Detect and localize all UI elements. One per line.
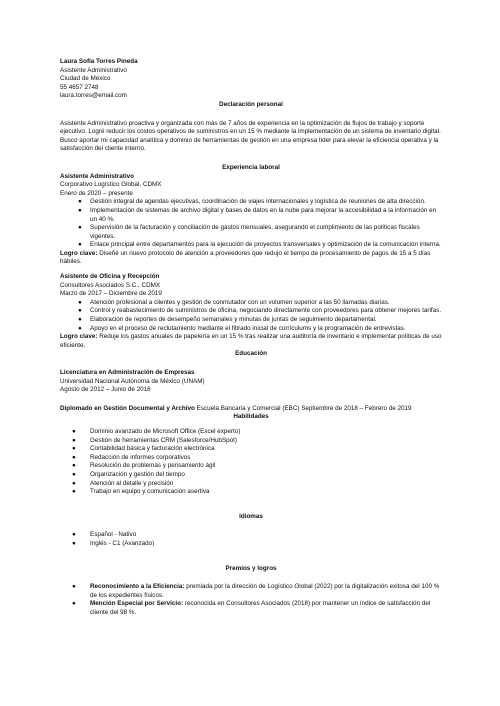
bullet-icon: ● <box>78 324 82 332</box>
list-item: ● Atención profesional a clientes y gestión de conmutador con un volumen superior a las 50 llamadas diarias. <box>78 298 390 306</box>
bullet-icon: ● <box>72 531 76 539</box>
degree-dates: Agosto de 2012 – Junio de 2016 <box>60 386 151 394</box>
languages-heading: Idiomas <box>239 512 263 520</box>
job-bullets <box>60 198 442 250</box>
bullet-icon: ● <box>72 453 76 461</box>
skills-list <box>60 428 442 497</box>
languages-list <box>60 531 442 548</box>
list-item: ● Inglés - C1 (Avanzado) <box>72 539 155 547</box>
bullet-icon: ● <box>72 488 76 496</box>
bullet-icon: ● <box>72 479 76 487</box>
list-item: ● Mención Especial por Servicio: reconocida en Consultores Asociados (2018) por mantener un índice de satisfacción del cliente del 98 %. <box>72 600 431 616</box>
list-item: ● Apoyo en el proceso de reclutamiento mediante el filtrado inicial de currículums y la programación de entrevistas. <box>78 324 406 332</box>
bullet-icon: ● <box>78 307 82 315</box>
contact-block <box>60 58 442 101</box>
list-item: ● Enlace principal entre departamentos para la ejecución de proyectos transversales y optimización de la comunicación interna. <box>78 241 441 249</box>
bullet-icon: ● <box>72 470 76 478</box>
candidate-email: laura.torres@email.com <box>60 92 127 100</box>
list-item: ● Español - Nativo <box>72 531 137 539</box>
candidate-phone: 55 4657 2748 <box>60 83 99 91</box>
job-company: Consultores Asociados S.C., CDMX <box>60 281 161 289</box>
bullet-icon: ● <box>72 462 76 470</box>
job-key-achievement: Logro clave: Reduje los gastos anuales de papelería en un 15 % tras realizar una auditoría de inventario e implementar políticas de uso eficiente. <box>60 333 442 349</box>
list-item: ● Elaboración de reportes de desempeño semanales y minutas de juntas de seguimiento departamental. <box>78 316 377 324</box>
education-heading: Educación <box>235 350 267 358</box>
resume-content <box>60 58 442 617</box>
awards-list <box>60 583 442 617</box>
personal-heading: Declaración personal <box>219 100 283 108</box>
list-item: ● Reconocimiento a la Eficiencia: premiada por la dirección de Logístico Global (2022) por la digitalización exitosa del 100 % de los expedientes físicos. <box>72 583 440 599</box>
degree-title: Licenciatura en Administración de Empresas <box>60 369 195 376</box>
bullet-icon: ● <box>72 600 76 608</box>
job-company: Corporativo Logístico Global, CDMX <box>60 181 162 189</box>
awards-heading: Premios y logros <box>225 564 277 572</box>
list-item: ● Resolución de problemas y pensamiento ágil <box>72 462 216 470</box>
bullet-icon: ● <box>72 427 76 435</box>
diploma-line: Diplomado en Gestión Documental y Archivo Escuela Bancaria y Comercial (EBC) Septiembre de 2018 – Febrero de 2019 <box>60 404 412 412</box>
personal-statement: Asistente Administrativo proactiva y organizada con más de 7 años de experiencia en la optimización de flujos de trabajo y soporte ejecutivo. Logré reducir los costos operativos de suministros en un 15 % mediante la implementación de un sistema de inventario digital. Busco aportar mi capacidad analítica y dominio de herramientas de gestión en una empresa líder para elevar la eficiencia operativa y la satisfacción del cliente interno. <box>60 119 441 153</box>
experience-heading: Experiencia laboral <box>222 163 280 171</box>
job-bullets <box>60 299 442 333</box>
bullet-icon: ● <box>78 316 82 324</box>
bullet-icon: ● <box>78 206 82 214</box>
list-item: ● Trabajo en equipo y comunicación asertiva <box>72 488 210 496</box>
list-item: ● Organización y gestión del tiempo <box>72 470 185 478</box>
bullet-icon: ● <box>72 583 76 591</box>
bullet-icon: ● <box>72 539 76 547</box>
bullet-icon: ● <box>78 198 82 206</box>
job-role: Asistente Administrativo <box>60 172 134 180</box>
bullet-icon: ● <box>72 436 76 444</box>
list-item: ● Control y reabastecimiento de suministros de oficina, negociando directamente con proveedores para obtener mejores tarifas. <box>78 307 442 315</box>
bullet-icon: ● <box>72 445 76 453</box>
bullet-icon: ● <box>78 241 82 249</box>
bullet-icon: ● <box>78 224 82 232</box>
job-dates: Enero de 2020 – presente <box>60 189 133 197</box>
bullet-icon: ● <box>78 298 82 306</box>
job-key-achievement: Logro clave: Diseñé un nuevo protocolo de atención a proveedores que redujo el tiempo de procesamiento de pagos de 15 a 5 días hábiles. <box>60 249 431 266</box>
degree-school: Universidad Nacional Autónoma de México (UNAM) <box>60 377 205 385</box>
list-item: ● Dominio avanzado de Microsoft Office (Excel experto) <box>72 427 241 435</box>
job-dates: Marzo de 2017 – Diciembre de 2019 <box>60 290 162 298</box>
list-item: ● Atención al detalle y precisión <box>72 479 174 487</box>
job-role: Asistente de Oficina y Recepción <box>60 273 160 281</box>
skills-heading: Habilidades <box>233 413 269 421</box>
candidate-name: Laura Sofía Torres Pineda <box>60 58 138 65</box>
list-item: ● Supervisión de la facturación y conciliación de gastos mensuales, asegurando el cumplimiento de las políticas fiscales vigentes. <box>78 224 420 240</box>
list-item: ● Redacción de informes corporativos <box>72 453 191 461</box>
candidate-city: Ciudad de México <box>60 75 111 83</box>
candidate-title: Asistente Administrativo <box>60 66 127 74</box>
job-2 <box>60 273 442 350</box>
list-item: ● Contabilidad básica y facturación electrónica <box>72 445 215 453</box>
job-1 <box>60 173 442 268</box>
list-item: ● Gestión de herramientas CRM (Salesforce/HubSpot) <box>72 436 237 444</box>
list-item: ● Gestión integral de agendas ejecutivas, coordinación de viajes internacionales y logística de reuniones de alta dirección. <box>78 198 426 206</box>
list-item: ● Implementación de sistemas de archivo digital y bases de datos en la nube para mejorar la accesibilidad a la información en un 40 %. <box>78 206 437 223</box>
